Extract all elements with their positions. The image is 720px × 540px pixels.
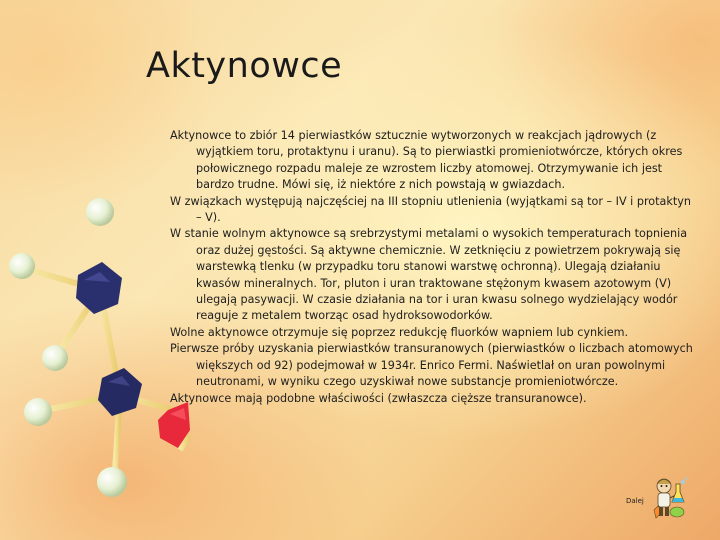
next-link[interactable]: Dalej — [626, 497, 644, 505]
paragraph: Aktynowce to zbiór 14 pierwiastków sztucznie wytworzonych w reakcjach jądrowych (z wyjątkiem toru, protaktynu i uranu). Są to pierwiastki promieniotwórcze, których okres połowicznego rozpadu maleje ze wzrostem liczby atomowej. Otrzymywanie ich jest bardzo trudne. Mówi się, iż niektóre z nich powstają w gwiazdach. — [170, 129, 683, 192]
paragraph: Pierwsze próby uzyskania pierwiastków transuranowych (pierwiastków o liczbach atomowych większych od 92) podejmował w 1934r. Enrico Fermi. Naświetlał on uran powolnymi neutronami, w wyniku czego uzyskiwał nowe substancje promieniotwórcze. — [170, 342, 693, 389]
paragraph: W związkach występują najczęściej na III stopniu utlenienia (wyjątkami są tor – IV i protaktyn – V). — [170, 194, 691, 225]
molecule-model-image — [0, 180, 190, 540]
scientist-cartoon-icon[interactable] — [650, 476, 690, 520]
slide-title: Aktynowce — [146, 46, 343, 86]
paragraph: Wolne aktynowce otrzymuje się poprzez redukcję fluorków wapniem lub cynkiem. — [170, 325, 629, 339]
paragraph: Aktynowce mają podobne właściwości (zwłaszcza cięższe transuranowce). — [170, 391, 587, 405]
slide-body — [170, 128, 698, 407]
paragraph: W stanie wolnym aktynowce są srebrzystymi metalami o wysokich temperaturach topnienia oraz dużej gęstości. Są aktywne chemicznie. W zetknięciu z powietrzem pokrywają się warstewką tlenku (w przypadku toru stanowi warstwę ochronną). Ulegają działaniu kwasów mineralnych. Tor, pluton i uran traktowane stężonym kwasem azotowym (V) ulegają pasywacji. W czasie działania na tor i uran kwasu solnego wydzielający wodór reaguje z metalem tworząc osad hydroksowodorków. — [170, 227, 688, 323]
